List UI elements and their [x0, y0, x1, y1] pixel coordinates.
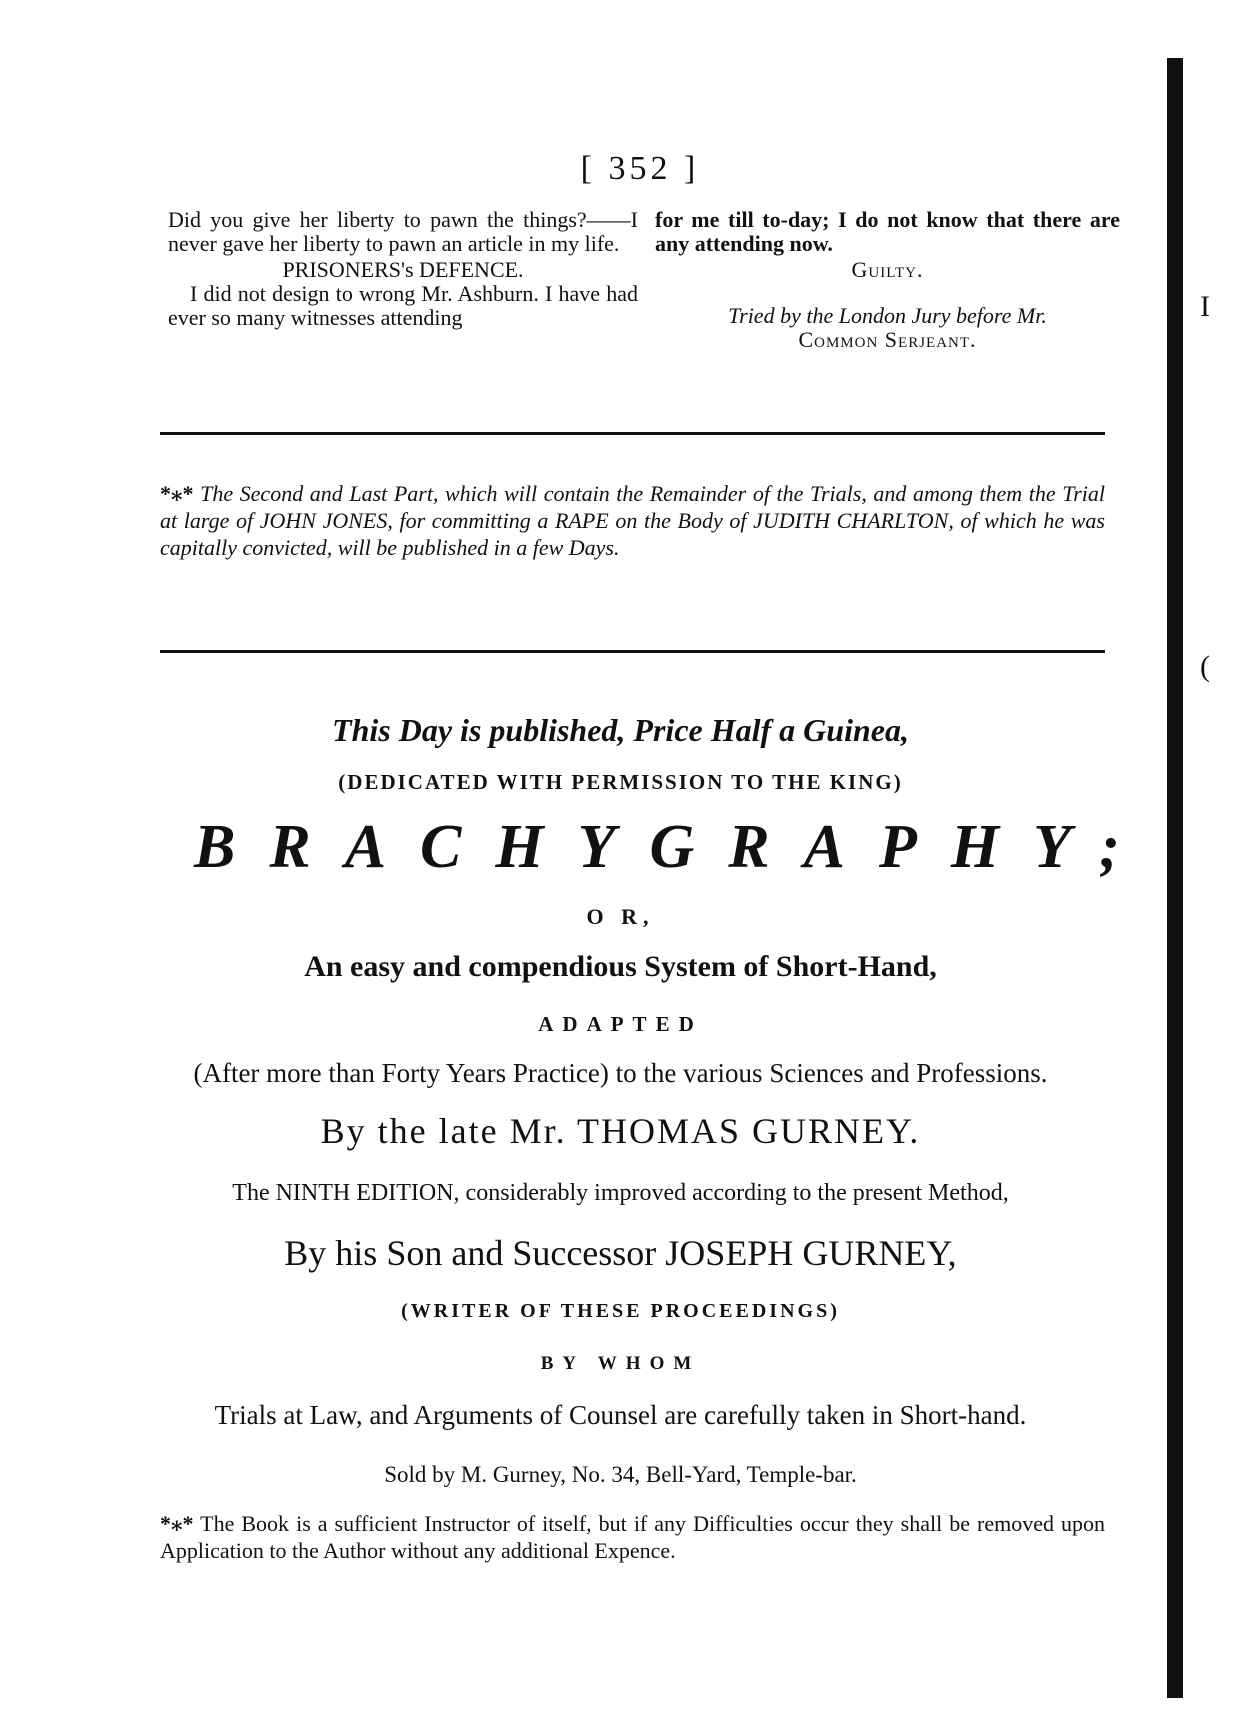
- successor-line: By his Son and Successor JOSEPH GURNEY,: [284, 1233, 957, 1273]
- verdict: Guilty.: [851, 257, 924, 282]
- by-whom: BY WHOM: [540, 1353, 701, 1374]
- defence-heading: PRISONERS's DEFENCE.: [282, 257, 524, 282]
- notice: [160, 480, 1105, 561]
- judge: Common Serjeant.: [798, 327, 977, 352]
- adjacent-page-fragment: I: [1200, 290, 1210, 323]
- section-rule: [160, 650, 1105, 653]
- answer: ——I never gave her liberty to pawn an article in my life.: [168, 207, 638, 256]
- page-number: [ 352 ]: [580, 150, 700, 187]
- trials-line: Trials at Law, and Arguments of Counsel are carefully taken in Short-hand.: [214, 1400, 1027, 1430]
- notice-text: The Second and Last Part, which will contain the Remainder of the Trials, and among them the Trial at large of JOHN JONES, for committing a RAPE on the Body of JUDITH CHARLTON, of which he was capitally convicted, will be published in a few Days.: [160, 481, 1106, 560]
- dedication: (DEDICATED WITH PERMISSION TO THE KING): [338, 770, 903, 794]
- book-title: BRACHYGRAPHY;: [194, 813, 1154, 881]
- author-line: By the late Mr. THOMAS GURNEY.: [320, 1111, 921, 1151]
- defence-text: I did not design to wrong Mr. Ashburn. I have had ever so many witnesses attending: [168, 281, 638, 330]
- right-column: [655, 208, 1120, 352]
- page-edge-shadow: [1167, 58, 1183, 1698]
- edition-line: The NINTH EDITION, considerably improved according to the present Method,: [232, 1180, 1009, 1206]
- footnote-text: The Book is a sufficient Instructor of itself, but if any Difficulties occur they shall be removed upon Application to the Author without any additional Expence.: [160, 1511, 1106, 1563]
- subtitle: An easy and compendious System of Short-Hand,: [304, 950, 937, 983]
- practice-line: (After more than Forty Years Practice) to the various Sciences and Professions.: [193, 1058, 1048, 1088]
- sold-line: Sold by M. Gurney, No. 34, Bell-Yard, Temple-bar.: [384, 1462, 857, 1487]
- question: Did you give her liberty to pawn the things?: [168, 207, 587, 232]
- continuation-text: for me till to-day; I do not know that there are any attending now.: [655, 207, 1120, 256]
- adjacent-page-fragment: (: [1200, 650, 1210, 683]
- footnote: [160, 1510, 1105, 1564]
- writer-line: (WRITER OF THESE PROCEEDINGS): [401, 1300, 840, 1322]
- tried-by: Tried by the London Jury before Mr.: [728, 303, 1047, 328]
- left-column: [168, 208, 638, 330]
- question-text: [168, 208, 638, 256]
- section-rule: [160, 432, 1105, 435]
- footnote-marker: *⁎*: [160, 1511, 194, 1536]
- or-line: O R,: [586, 904, 655, 929]
- adapted-line: ADAPTED: [538, 1012, 703, 1036]
- notice-marker: *⁎*: [160, 481, 194, 506]
- published-line: This Day is published, Price Half a Guinea,: [332, 712, 909, 748]
